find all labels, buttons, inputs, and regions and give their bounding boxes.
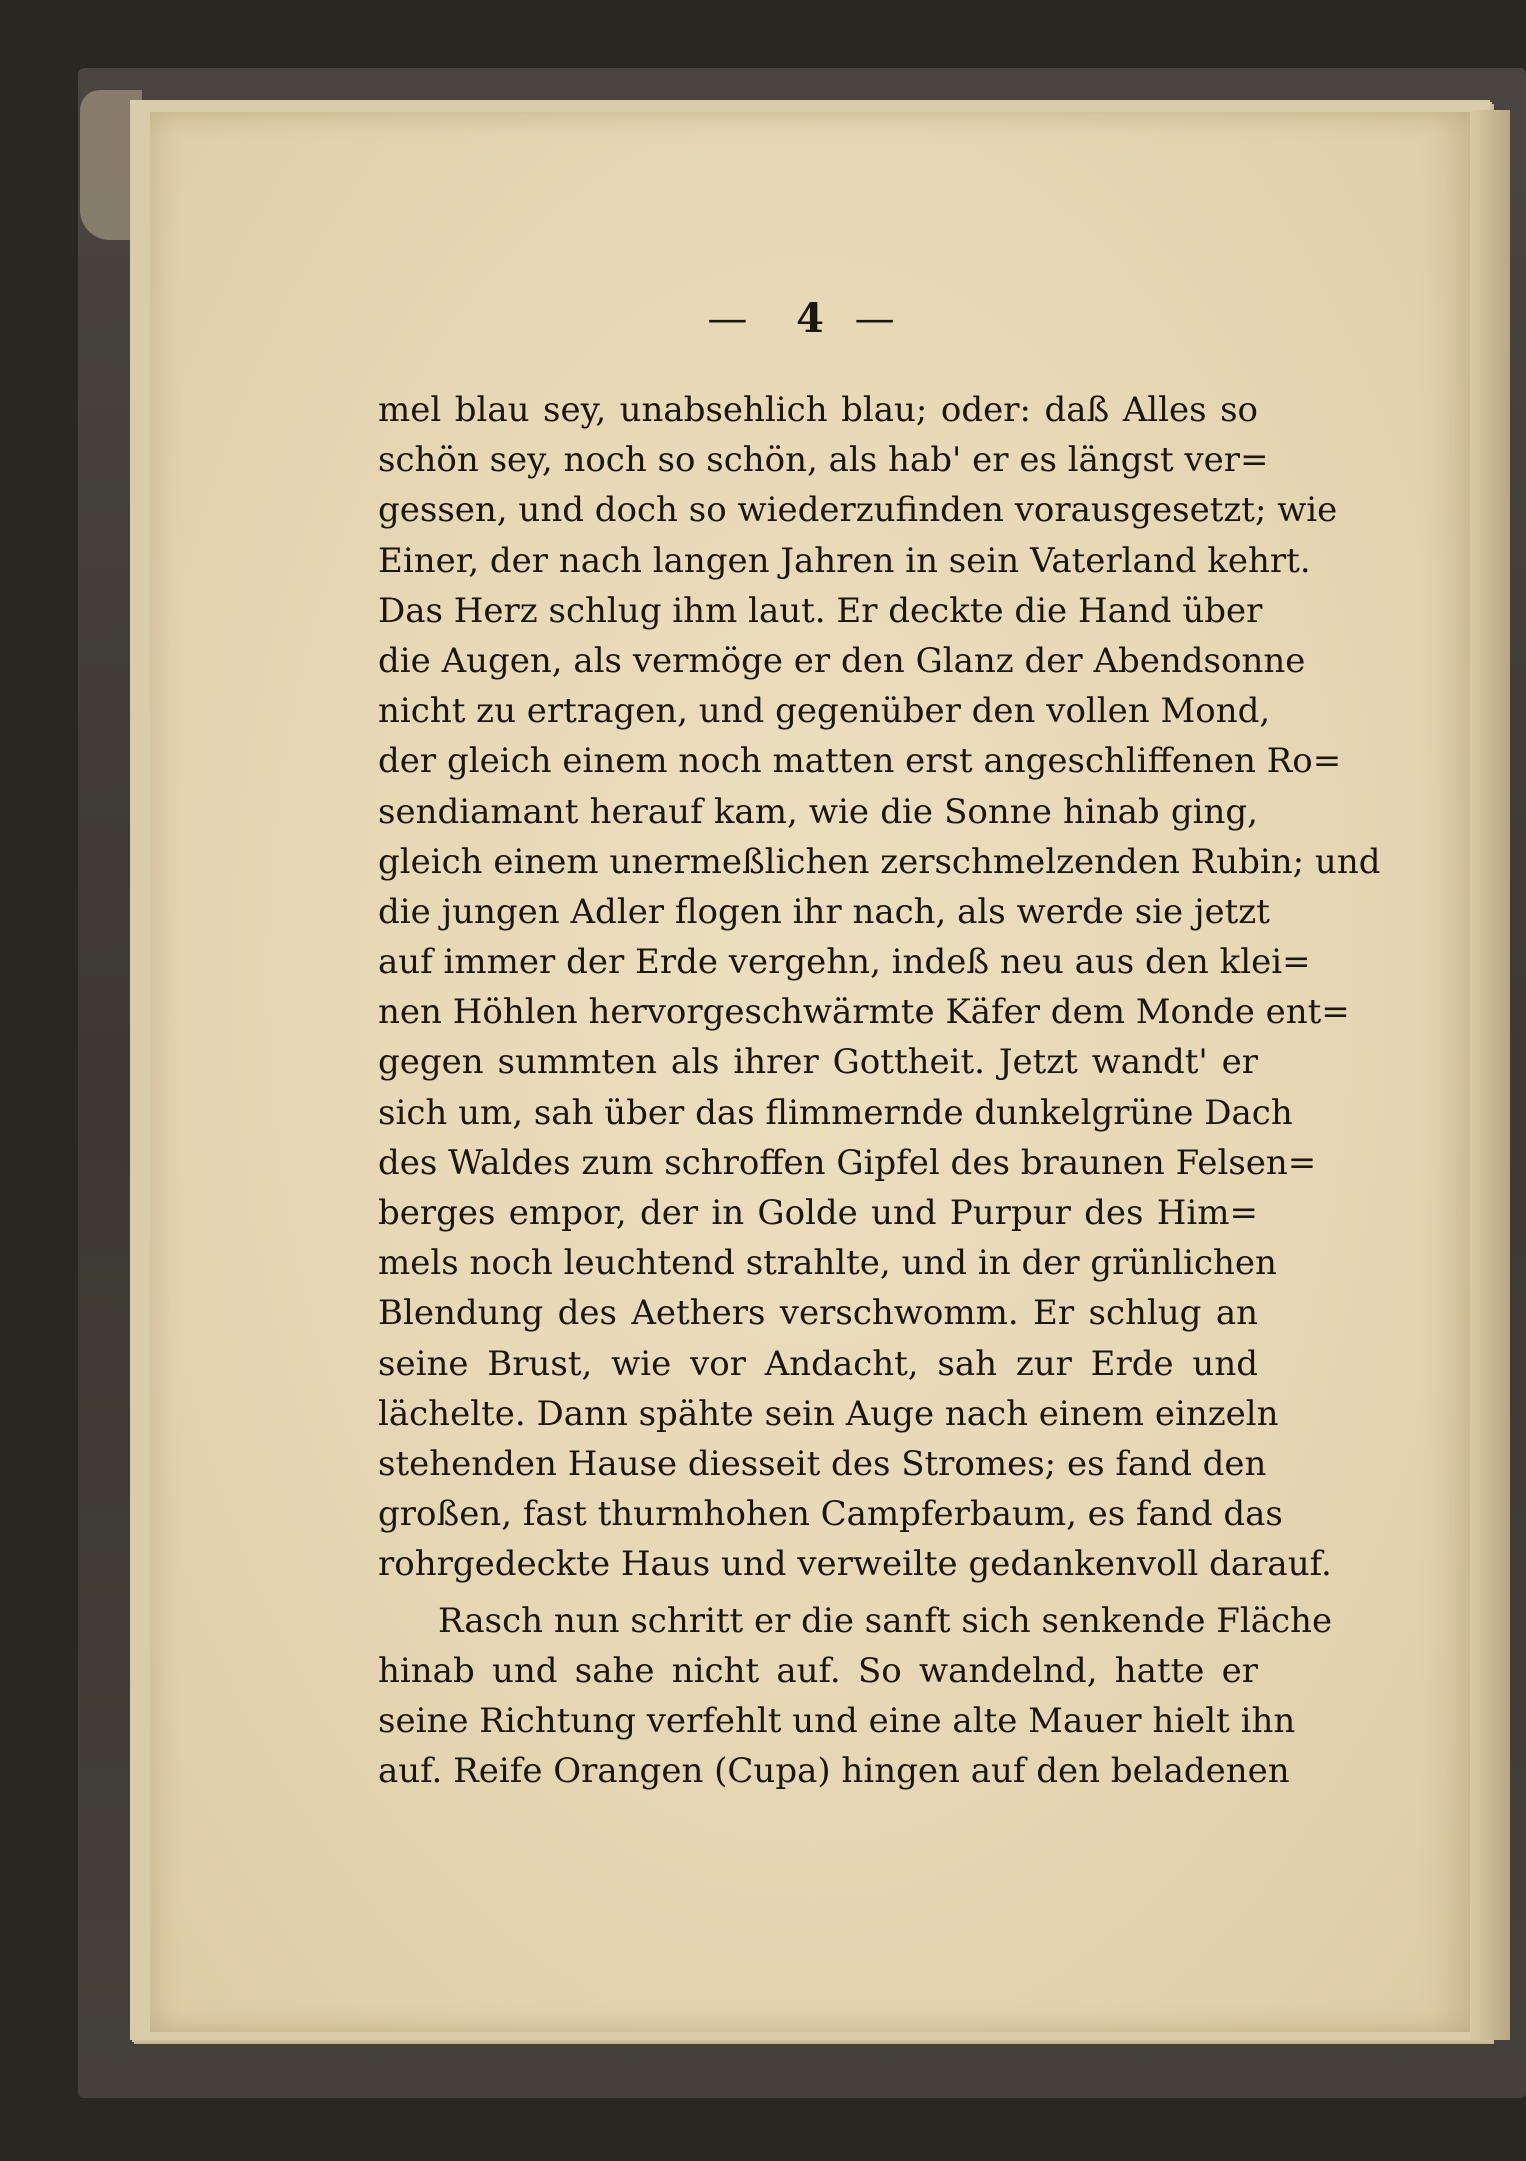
text-line: großen, fast thurmhohen Campferbaum, es fand das: [378, 1494, 1283, 1535]
text-line: lächelte. Dann spähte sein Auge nach einem einzeln: [378, 1393, 1279, 1434]
header-dash-right: —: [854, 296, 913, 342]
text-line: gleich einem unermeßlichen zerschmelzenden Rubin; und: [378, 841, 1381, 882]
text-line: schön sey, noch so schön, als hab' er es längst ver=: [378, 440, 1269, 481]
text-line: seine Richtung verfehlt und eine alte Mauer hielt ihn: [378, 1700, 1296, 1741]
text-line: berges empor, der in Golde und Purpur des Him=: [378, 1193, 1258, 1233]
page-number: 4: [796, 295, 824, 342]
page-header: [150, 295, 1470, 342]
header-dash-left: —: [707, 296, 766, 342]
text-line: sich um, sah über das flimmernde dunkelgrüne Dach: [378, 1092, 1293, 1133]
text-line: auf immer der Erde vergehn, indeß neu aus den klei=: [378, 942, 1311, 983]
text-line: des Waldes zum schroffen Gipfel des braunen Felsen=: [378, 1142, 1317, 1183]
text-line: hinab und sahe nicht auf. So wandelnd, hatte er: [378, 1650, 1258, 1691]
text-line: sendiamant herauf kam, wie die Sonne hinab ging,: [378, 791, 1258, 832]
text-line: nen Höhlen hervorgeschwärmte Käfer dem Monde ent=: [378, 992, 1350, 1033]
text-line: nicht zu ertragen, und gegenüber den vollen Mond,: [378, 691, 1271, 732]
text-line: gessen, und doch so wiederzufinden vorausgesetzt; wie: [378, 490, 1338, 531]
text-line: Blendung des Aethers verschwomm. Er schlug an: [378, 1293, 1258, 1334]
text-line: seine Brust, wie vor Andacht, sah zur Erde und: [378, 1343, 1258, 1384]
text-line: mel blau sey, unabsehlich blau; oder: daß Alles so: [378, 390, 1258, 430]
text-line: Das Herz schlug ihm laut. Er deckte die Hand über: [378, 590, 1263, 631]
text-line: mels noch leuchtend strahlte, und in der grünlichen: [378, 1243, 1277, 1284]
text-line: Einer, der nach langen Jahren in sein Vaterland kehrt.: [378, 540, 1311, 581]
text-line: stehenden Hause diesseit des Stromes; es fand den: [378, 1443, 1267, 1484]
text-line: die jungen Adler flogen ihr nach, als werde sie jetzt: [378, 891, 1270, 932]
paragraph-start-line: Rasch nun schritt er die sanft sich senkende Fläche: [438, 1600, 1333, 1641]
text-line: auf. Reife Orangen (Cupa) hingen auf den beladenen: [378, 1751, 1290, 1792]
text-line: gegen summten als ihrer Gottheit. Jetzt wandt' er: [378, 1042, 1258, 1083]
page-edge: [1470, 110, 1510, 2040]
text-line: der gleich einem noch matten erst angeschliffenen Ro=: [378, 741, 1342, 782]
body-text: [378, 385, 1381, 1796]
paragraph-end-line: rohrgedeckte Haus und verweilte gedankenvoll darauf.: [378, 1544, 1332, 1585]
text-line: die Augen, als vermöge er den Glanz der Abendsonne: [378, 640, 1306, 681]
